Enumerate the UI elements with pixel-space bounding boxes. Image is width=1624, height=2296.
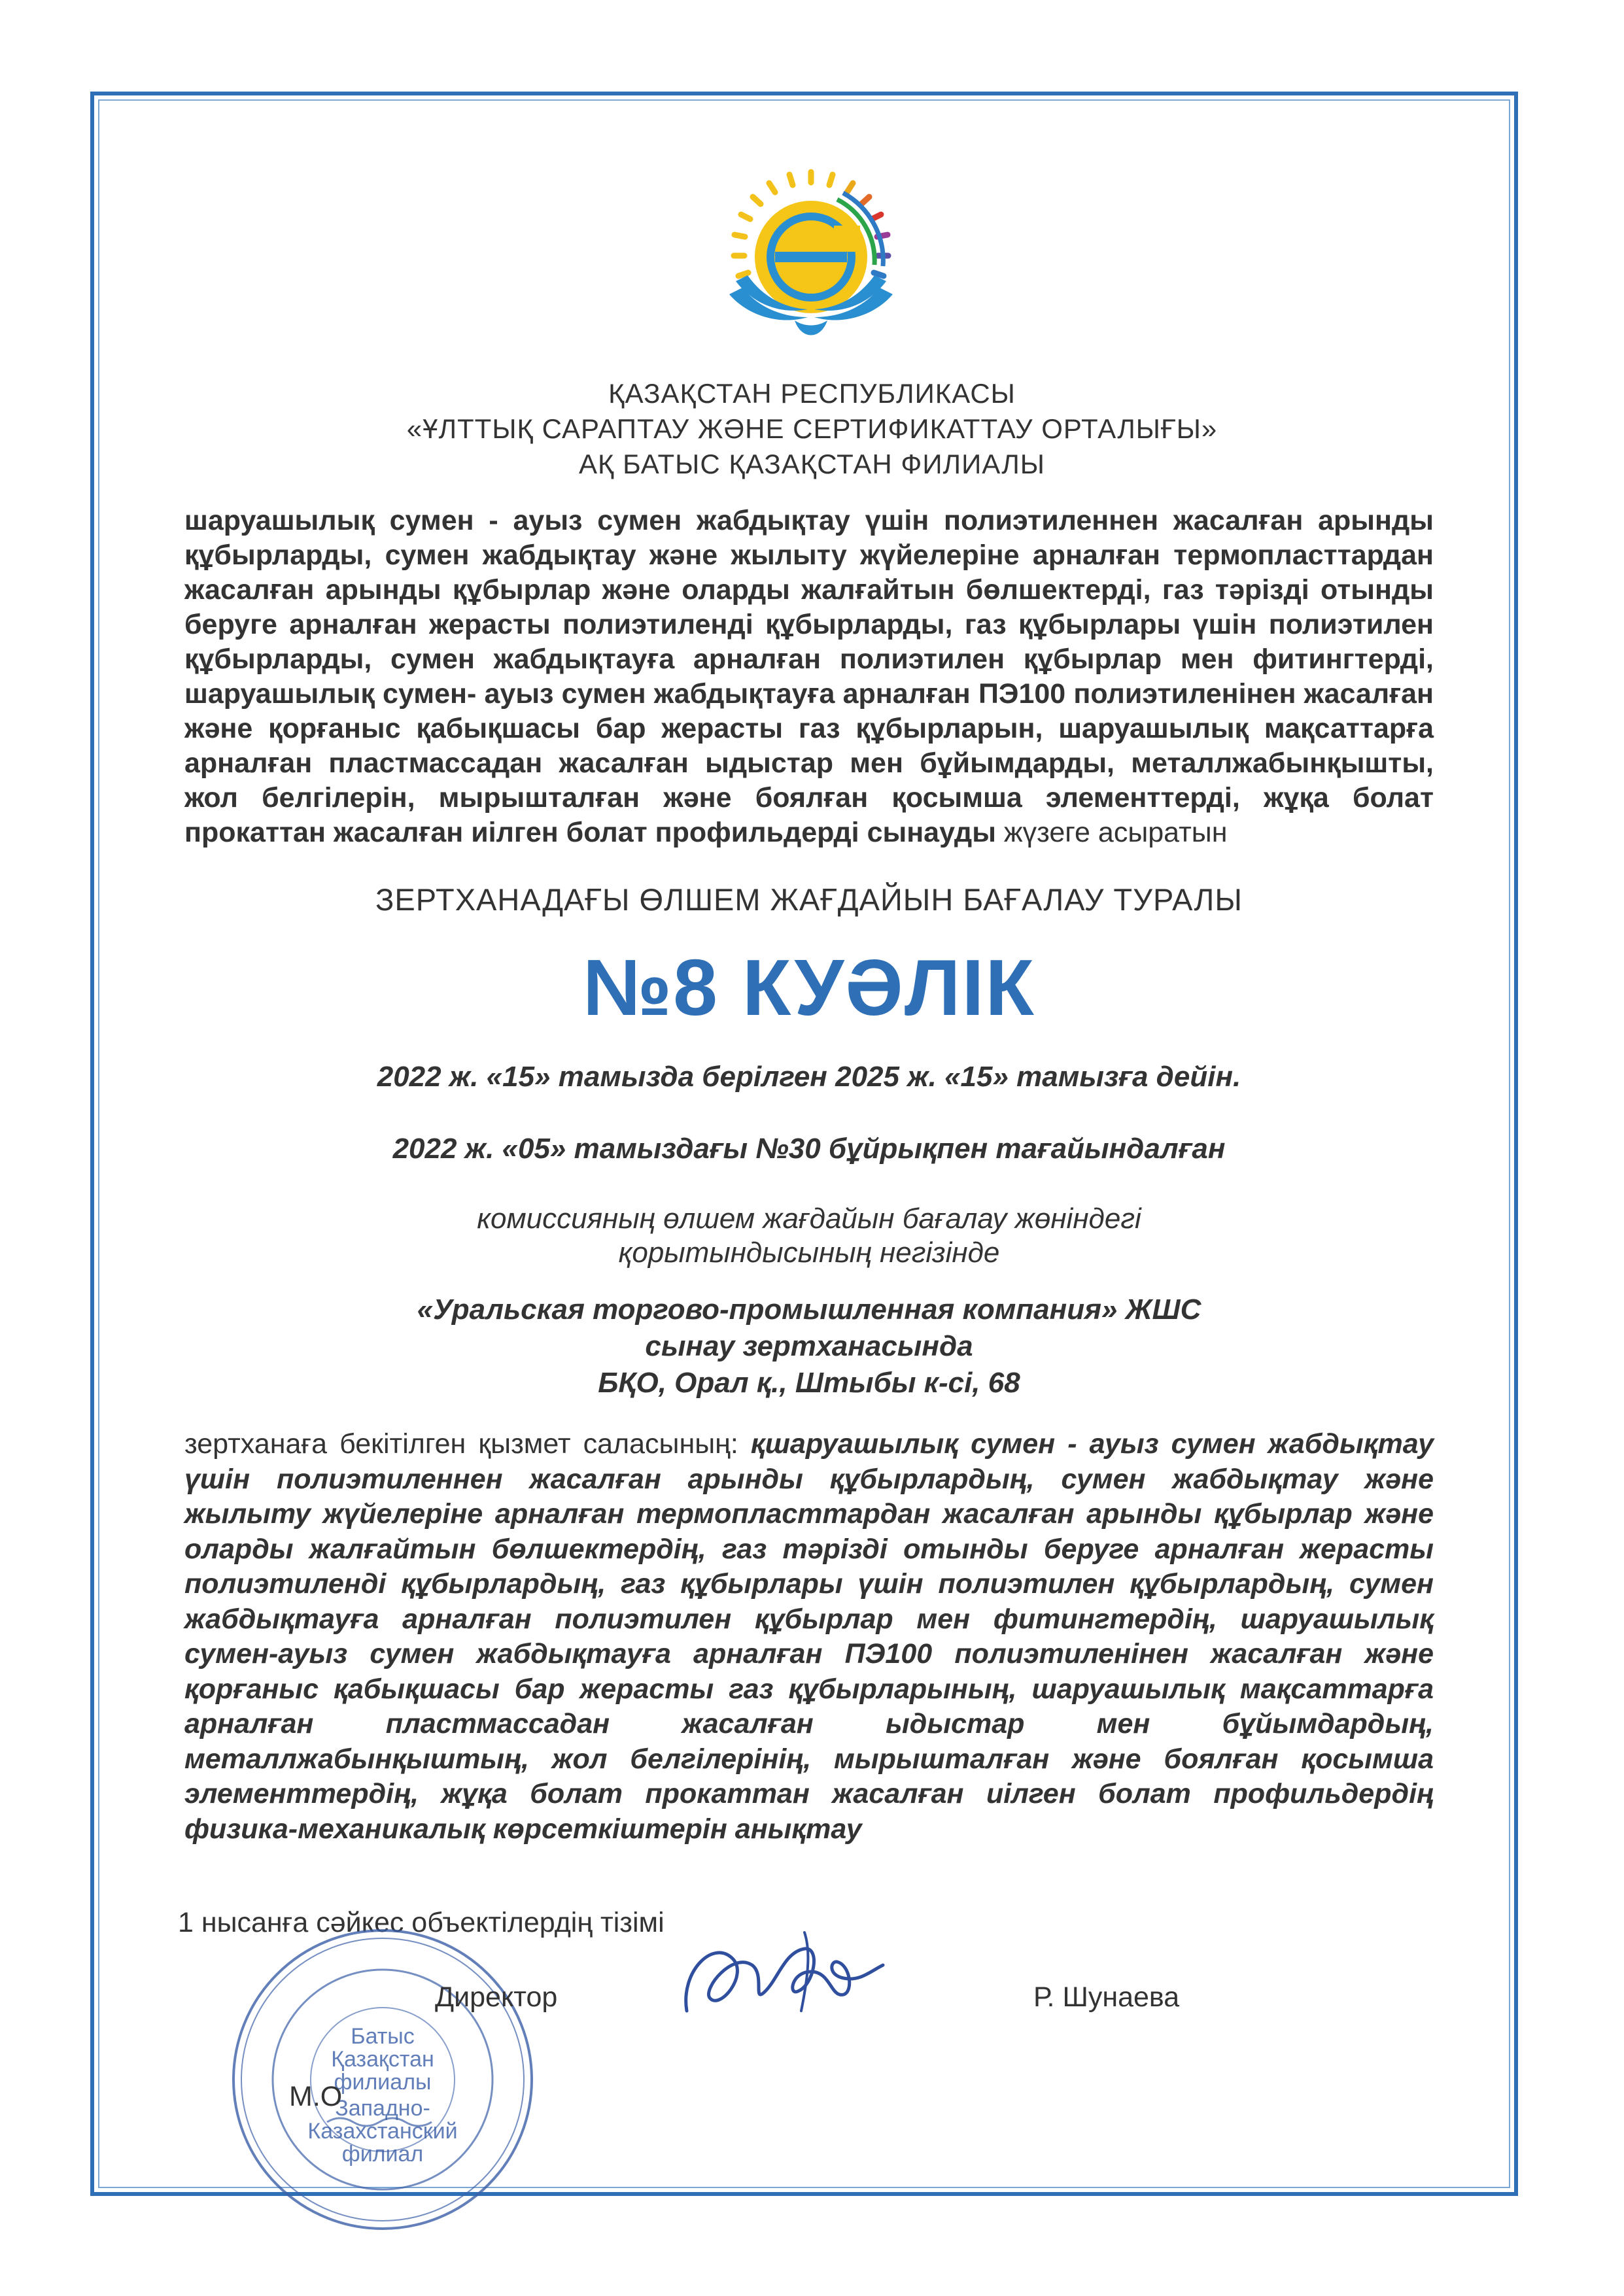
signatory-name: Р. Шунаева <box>1033 1981 1180 2013</box>
header-organization: «ҰЛТТЫҚ САРАПТАУ ЖӘНЕ СЕРТИФИКАТТАУ ОРТАЛЫҒЫ» <box>406 413 1218 444</box>
letter-c-gap <box>834 226 860 252</box>
lab-address: БҚО, Орал қ., Штыбы к-сі, 68 <box>598 1367 1020 1399</box>
signatory-role: Директор <box>435 1981 558 2013</box>
basis-line-2: қорытындысының негізінде <box>618 1237 1000 1269</box>
scope-paragraph <box>184 1427 1434 1847</box>
certificate-title: №8 КУӘЛІК <box>583 943 1035 1032</box>
lab-line-2: сынау зертханасында <box>645 1330 973 1362</box>
certification-emblem <box>703 154 919 369</box>
seal-mark: М.О <box>289 2081 343 2112</box>
stamp-center-4: Западно- <box>335 2096 430 2121</box>
basis-line-1: комиссияның өлшем жағдайын бағалау жөніндегі <box>477 1203 1141 1235</box>
header-country: ҚАЗАҚСТАН РЕСПУБЛИКАСЫ <box>608 378 1016 409</box>
stamp-center-2: Қазақстан <box>331 2047 434 2072</box>
intro-paragraph <box>184 504 1434 850</box>
intro-tail: жүзеге асыратын <box>995 817 1228 848</box>
scope-text: қшаруашылық сумен - ауыз сумен жабдықтау үшін полиэтиленнен жасалған арынды құбырлардың, сумен жабдықтау және жылыту жүйелеріне арналған термопласттардан жасалған арынды құбырлар және оларды жалғайтын бөлшектердің, газ тәрізді отынды беруге арналған жерасты полиэтиленді құбырлардың, газ құбырлары үшін полиэтилен құбырлардың, сумен жабдықтауға арналған полиэтилен құбырлар мен фитингтердің, шаруашылық сумен-ауыз сумен жабдықтауға арналған ПЭ100 полиэтиленінен жасалған және қорғаныс қабықшасы бар жерасты газ құбырларының, шаруашылық мақсаттарға арналған пластмассадан жасалған ыдыстар мен бұйымдардың, металлжабынқыштың, жол белгілерінің, мырышталған және боялған қосымша элементтердің, жұқа болат прокаттан жасалған иілген болат профильдердің физика-механикалық көрсеткіштерін анықтау <box>184 1428 1434 1845</box>
scope-label: зертханаға бекітілген қызмет саласының: <box>184 1428 751 1460</box>
stamp-center-1: Батыс <box>351 2024 415 2049</box>
letter-c-bar <box>775 252 847 262</box>
validity-period: 2022 ж. «15» тамызда берілген 2025 ж. «15» тамызға дейін. <box>377 1061 1241 1093</box>
order-reference: 2022 ж. «05» тамыздағы №30 бұйрықпен тағайындалған <box>392 1133 1226 1165</box>
certificate-subtitle: ЗЕРТХАНАДАҒЫ ӨЛШЕМ ЖАҒДАЙЫН БАҒАЛАУ ТУРАЛЫ <box>375 882 1243 917</box>
director-signature <box>674 1913 890 2044</box>
intro-body: шаруашылық сумен - ауыз сумен жабдықтау үшін полиэтиленнен жасалған арынды құбырларды, сумен жабдықтау және жылыту жүйелеріне арналған термопласттардан жасалған арынды құбырлар және оларды жалғайтын бөлшектерді, газ тәрізді отынды беруге арналған жерасты полиэтиленді құбырларды, газ құбырлары үшін полиэтилен құбырларды, сумен жабдықтауға арналған полиэтилен құбырлар мен фитингтерді, шаруашылық сумен- ауыз сумен жабдықтауға арналған ПЭ100 полиэтиленінен жасалған және қорғаныс қабықшасы бар жерасты газ құбырларын, шаруашылық мақсаттарға арналған пластмассадан жасалған ыдыстар мен бұйымдарды, металлжабынқышты, жол белгілерін, мырышталған және боялған қосымша элементтерді, жұқа болат прокаттан жасалған иілген болат профильдерді сынауды <box>184 505 1434 848</box>
stamp-center-5: Казахстанский <box>307 2119 458 2144</box>
stamp-center-6: филиал <box>341 2142 424 2167</box>
header-branch: АҚ БАТЫС ҚАЗАҚСТАН ФИЛИАЛЫ <box>579 449 1045 479</box>
official-stamp <box>229 1926 536 2233</box>
lab-name: «Уральская торгово-промышленная компания» ЖШС <box>417 1294 1201 1326</box>
stamp-center-3: филиалы <box>334 2070 432 2095</box>
annex-note: 1 нысанға сәйкес объектілердің тізімі <box>178 1907 665 1938</box>
